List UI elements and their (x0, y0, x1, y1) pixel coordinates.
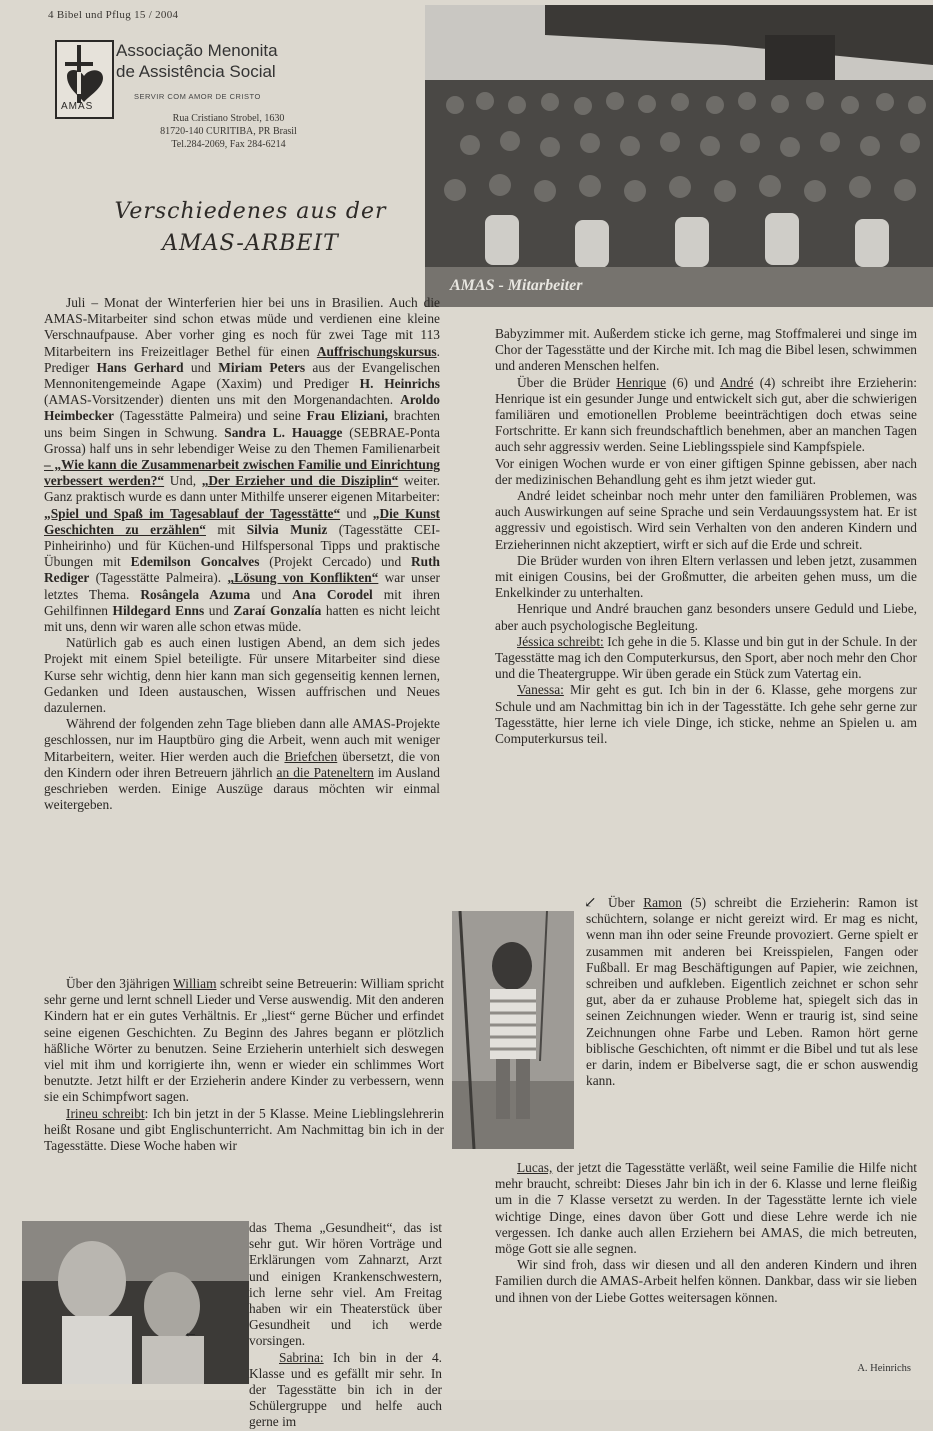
column-right-bottom (495, 1160, 917, 1306)
paragraph-brothers: Über die Brüder Henrique (6) und André (4) schreibt ihre Erzieherin: Henrique ist ein gesunder Junge und entwickelt sich gut, aber die schwierigen familiären und emotionellen Probleme beeinträchtigen doch etwas seine Fortschritte. Er kann sich freundschaftlich benehmen, aber an manchen Tagen auch sehr aggressiv werden. Seine Lieblingsspiele sind Kampfspiele. (495, 374, 917, 455)
arrow-pointer-icon: ↙ (584, 895, 597, 911)
amas-logo (55, 40, 114, 119)
paragraph-ramon: Über Ramon (5) schreibt die Erzieherin: Ramon ist schüchtern, solange er nicht gereizt wird. Er mag es nicht, wenn man ihn oder seine Freunde provoziert. Gerne spielt er zusammen mit anderen bei Kreisspielen, Fangen oder Fußball. Er mag Beschäftigungen auf Papier, wie zeichnen, schreiben und aufkleben. Eigentlich zeichnet er schon sehr gut, aber da er zuhause Probleme hat, spiegelt sich das in seinen Zeichnungen wieder. Wenn er traurig ist, sind seine Zeichnungen ohne Farbe und Leben. Ramon hört gerne biblische Geschichten, oft nimmt er die Bibel und tut als lese er darin, indem er Bibelverse sagt, die er schon auswendig kann. (586, 895, 918, 1089)
article-title-line1: Verschiedenes aus der (114, 199, 387, 224)
column-left-william (44, 976, 444, 1154)
paragraph-grandmother: Die Brüder wurden von ihren Eltern verlassen und leben jetzt, zusammen mit einigen Cousins, bei der Großmutter, die arbeiten gehen muss, um die Enkelkinder zu unterhalten. (495, 552, 917, 601)
organization-motto: SERVIR COM AMOR DE CRISTO (134, 92, 261, 101)
paragraph-evening: Natürlich gab es auch einen lustigen Abend, an dem sich jedes Projekt mit einem Spiel beteiligte. Für unsere Mitarbeiter sind diese Kurse sehr wichtig, denn hier kann man sich gegenseitig kennen lernen, Gedanken und Ideen austauschen, Wissen auffrischen und Neues dazulernen. (44, 635, 440, 716)
staff-group-photo (425, 5, 933, 307)
address-phone: Tel.284-2069, Fax 284-6214 (171, 139, 286, 150)
paragraph-intro: Juli – Monat der Winterferien hier bei uns in Brasilien. Auch die AMAS-Mitarbeiter sind schon etwas müde und verdienen eine kleine Verschnaufpause. Aber vorher ging es noch für zwei Tage mit 113 Mitarbeitern ins Freizeitlager Bethel für einen Auffrischungskursus. Prediger Hans Gerhard und Miriam Peters aus der Evangelischen Mennonitengemeinde Agape (Xaxim) und Prediger H. Heinrichs (AMAS-Vorsitzender) dienten uns mit den Morgenandachten. Aroldo Heimbecker (Tagesstätte Palmeira) und seine Frau Eliziani, brachten uns beim Singen in Schwung. Sandra L. Hauagge (SEBRAE-Ponta Grossa) half uns in sehr lebendiger Weise zu den Themen Familienarbeit – „Wie kann die Zusammenarbeit zwischen Familie und Einrichtung verbessert werden?“ Und, „Der Erzieher und die Disziplin“ weiter. Ganz praktisch wurde es dann unter Mithilfe unserer eigenen Mitarbeiter: „Spiel und Spaß im Tagesablauf der Tagesstätte“ und „Die Kunst Geschichten zu erzählen“ mit Silvia Muniz (Tagesstätte CEI-Pinheirinho) und für Küchen-und Hilfspersonal Tipps und praktische Übungen mit Edemilson Goncalves (Projekt Cercado) und Ruth Rediger (Tagesstätte Palmeira). „Lösung von Konflikten“ war unser letztes Thema. Rosângela Azuma und Ana Corodel mit ihren Gehilfinnen Hildegard Enns und Zaraí Gonzalía hatten es nicht leicht mit uns, denn wir waren alle schon etwas müde. (44, 295, 441, 635)
page-header: 4 Bibel und Pflug 15 / 2004 (48, 9, 179, 21)
address-city: 81720-140 CURITIBA, PR Brasil (160, 126, 297, 137)
paragraph-closing: Wir sind froh, dass wir diesen und all den anderen Kindern und ihren Familien durch die AMAS-Arbeit helfen können. Dankbar, dass wir sie lieben und ihnen von der Liebe Gottes weitersagen können. (495, 1257, 917, 1305)
organization-name-line2: de Assistência Social (116, 62, 276, 81)
organization-name (116, 40, 278, 82)
paragraph-jessica: Jéssica schreibt: Ich gehe in die 5. Klasse und bin gut in der Schule. In der Tagesstätte mag ich den Computerkursus, den Sport, aber noch mehr den Chor und die Theatergruppe. Wir üben gerade ein Stück zum Vatertag ein. (495, 633, 917, 682)
photo-caption: AMAS - Mitarbeiter (450, 277, 583, 294)
paragraph-william: Über den 3jährigen William schreibt seine Betreuerin: William spricht sehr gerne und lernt schnell Lieder und Verse auswendig. Mit den anderen Kindern hat er ein gutes Verhältnis. Er „liest“ gerne Bücher und erfindet seine eigenen Geschichten. Zu Beginn des Jahres begann er plötzlich häßliche Wörter zu benutzen. Seine Erzieherin unterhielt sich deswegen viel mit ihm und korrigierte ihn, wenn er wieder ein schlimmes Wort benutzte. Jetzt hilft er der Erzieherin andere Kinder zu verbessern, wenn sie ein Schimpfwort sagen. (44, 976, 444, 1105)
article-title-line2: AMAS-ARBEIT (162, 231, 339, 256)
logo-text: AMAS (61, 101, 94, 112)
paragraph-sabrina-continued: Babyzimmer mit. Außerdem sticke ich gerne, mag Stoffmalerei und singe im Chor der Tagesstätte und der Kirche mit. Ich mag die Bibel lesen, schwimmen und anderen Menschen helfen. (495, 326, 917, 374)
column-right-ramon (586, 895, 918, 1089)
paragraph-spider: Vor einigen Wochen wurde er von einer giftigen Spinne gebissen, aber nach der medizinischen Behandlung geht es ihm jetzt wieder gut. (495, 455, 917, 487)
column-left-irineu-cont (249, 1220, 442, 1431)
paragraph-support: Henrique und André brauchen ganz besonders unsere Geduld und Liebe, aber auch psychologische Begleitung. (495, 601, 917, 633)
article-title (78, 196, 423, 260)
paragraph-lucas: Lucas, der jetzt die Tagesstätte verläßt, weil seine Familie die Hilfe nicht mehr braucht, schreibt: Dieses Jahr bin ich in der 6. Klasse und lerne fleißig um in die 7 Klasse versetzt zu werden. In der Tagesstätte lernte ich viele wichtige Dinge, eines davon über Gott und diese Lehre werde ich nie vergessen. Ich danke auch allen Erziehern bei AMAS, die mich betreuten, möge Gott sie alle segnen. (495, 1160, 917, 1257)
author-signature: A. Heinrichs (857, 1363, 911, 1374)
children-photo (22, 1221, 249, 1384)
column-left-top (44, 295, 440, 814)
paragraph-irineu: Irineu schreibt: Ich bin jetzt in der 5 Klasse. Meine Lieblingslehrerin heißt Rosane und gibt Englischunterricht. Am Nachmittag bin ich in der Tagesstätte. Diese Woche haben wir (44, 1105, 444, 1154)
boy-swing-photo (452, 911, 574, 1149)
arrow-left-icon: ← (183, 1325, 198, 1341)
paragraph-vanessa: Vanessa: Mir geht es gut. Ich bin in der 6. Klasse, gehe morgens zur Schule und am Nachmittag bin ich in der Tagesstätte. Ich gehe sehr gerne zur Tagesstätte, hier lerne ich viele Dinge, ich sticke, nehme an Spielen u. am Computerkursus teil. (495, 682, 917, 747)
paragraph-sabrina: Sabrina: Ich bin in der 4. Klasse und es gefällt mir sehr. In der Tagesstätte bin ich in der Schülergruppe und helfe auch gerne im (249, 1349, 442, 1430)
organization-name-line1: Associação Menonita (116, 41, 278, 60)
paragraph-andre: André leidet scheinbar noch mehr unter den familiären Problemen, was auch Auswirkungen auf seine Sprache und sein Verdauungssystem hat. Er ist aggressiv und egoistisch. Wird sein Verhalten von den anderen Kindern und Erzieherinnen nicht akzeptiert, wirft er sich auf die Erde und schreit. (495, 488, 917, 552)
paragraph-irineu-continued: das Thema „Gesundheit“, das ist sehr gut. Wir hören Vorträge und Erklärungen vom Zahnarzt, Arzt und einigen Krankenschwestern, ich lerne sehr viel. Am Freitag haben wir ein Theaterstück über Gesundheit und ich werde vorsingen. (249, 1220, 442, 1349)
address-street: Rua Cristiano Strobel, 1630 (172, 113, 285, 124)
organization-address (116, 112, 341, 151)
column-right-top (495, 326, 917, 747)
paragraph-office: Während der folgenden zehn Tage blieben dann alle AMAS-Projekte geschlossen, nur im Hauptbüro ging die Arbeit, wenn auch mit weniger Mitarbeitern, weiter. Hier werden auch die Briefchen übersetzt, die von den Kindern oder ihren Betreuern jährlich an die Pateneltern im Ausland geschrieben werden. Einige Auszüge daraus möchten wir einmal weitergeben. (44, 716, 441, 813)
